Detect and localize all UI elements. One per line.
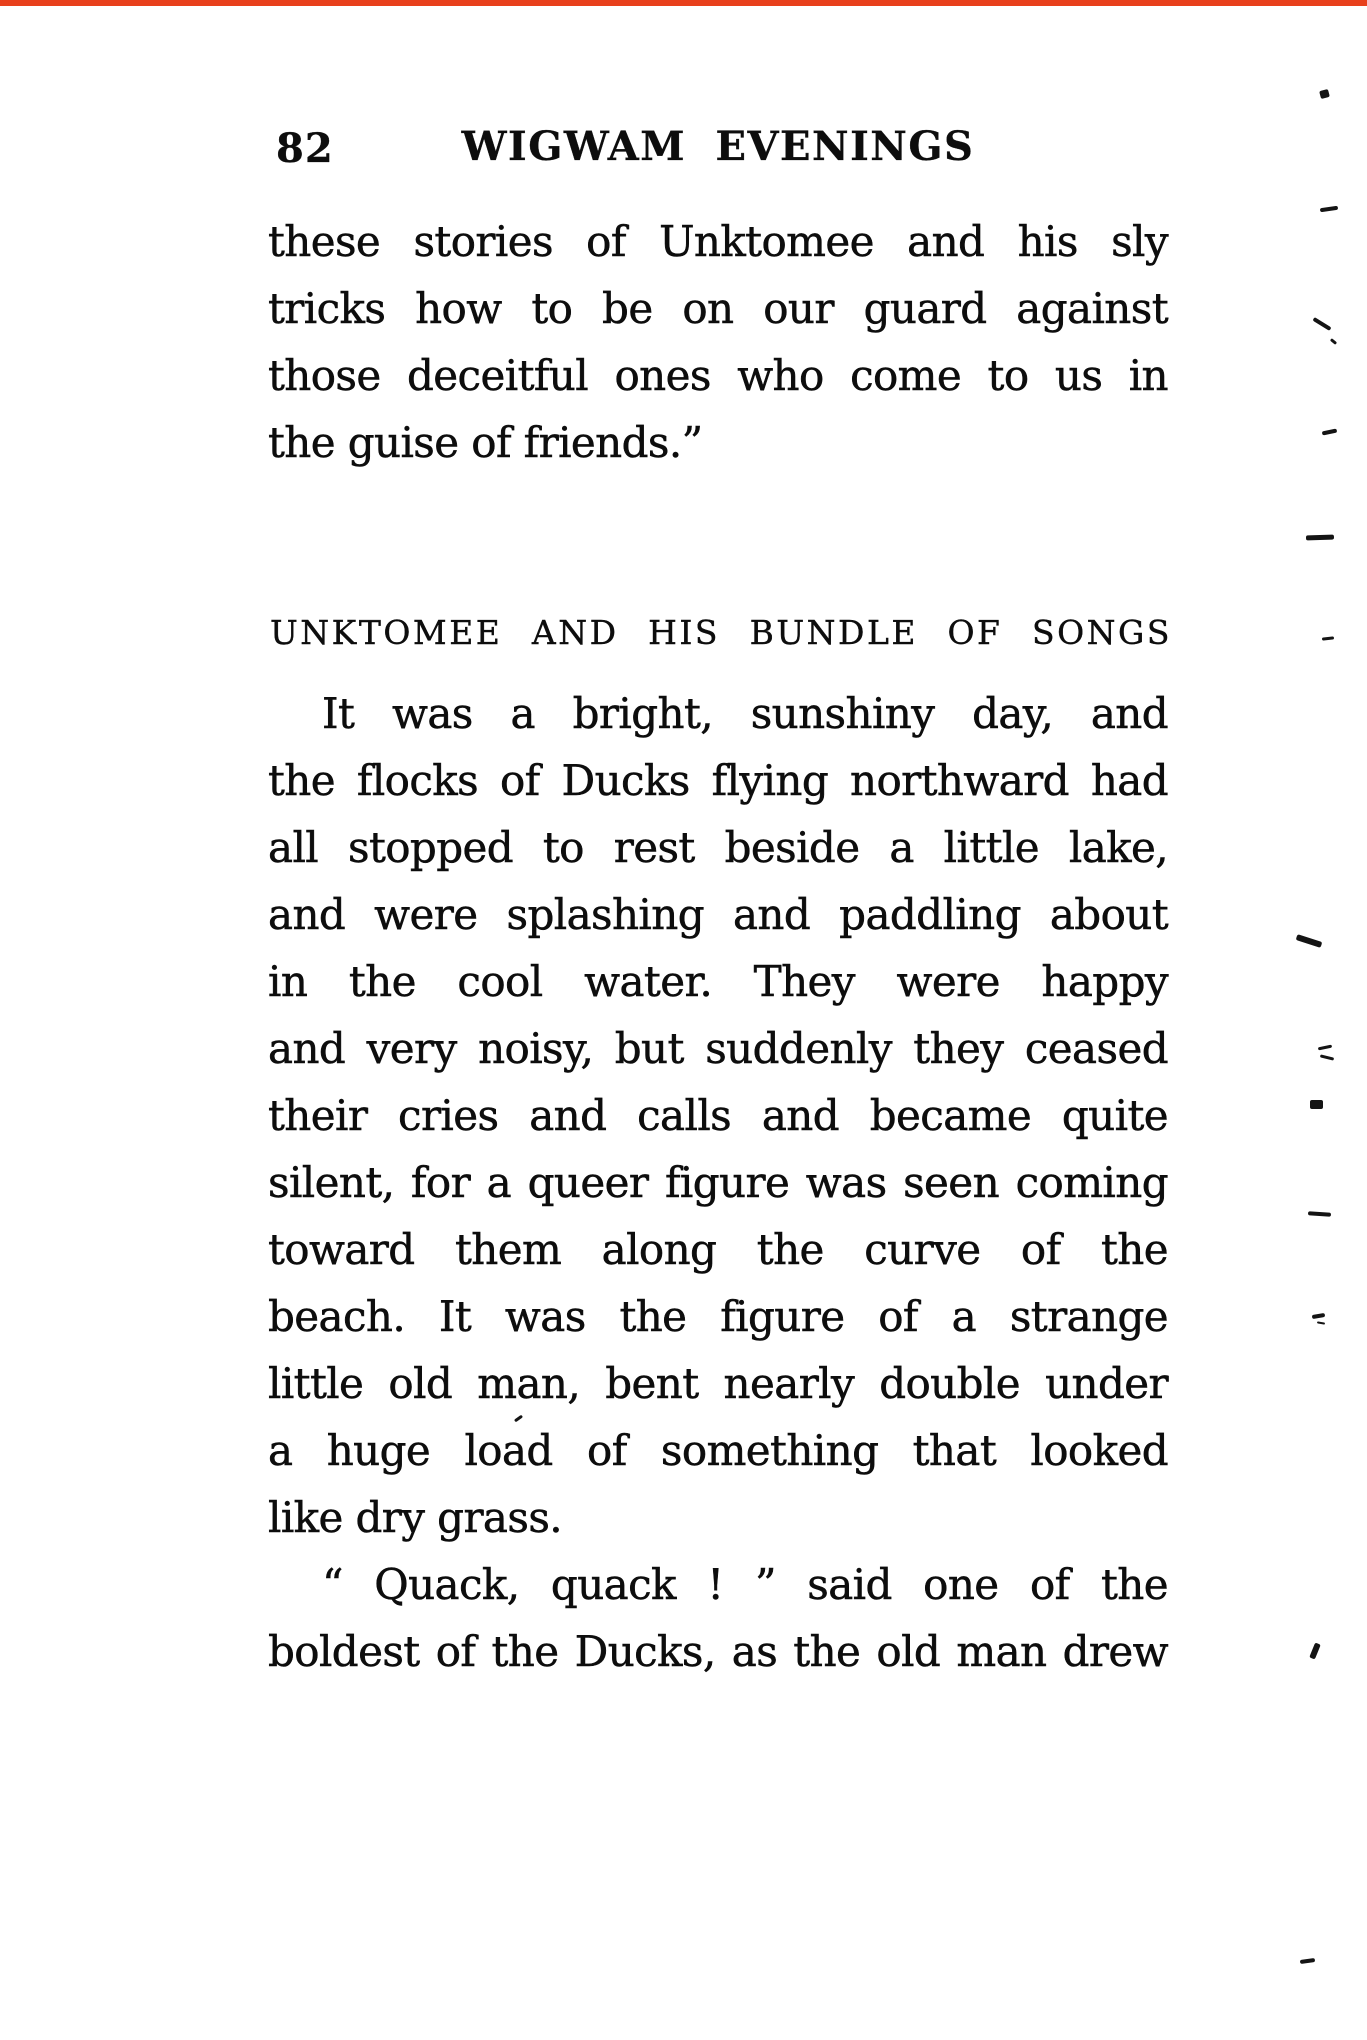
scan-artifact [1306, 535, 1334, 541]
running-title: WIGWAM EVENINGS [461, 123, 975, 170]
scan-artifact [1330, 338, 1337, 345]
text-line: a huge load of something that looked [268, 1426, 1168, 1475]
scan-artifact [1312, 1313, 1325, 1319]
scan-artifact [1320, 1054, 1334, 1060]
section-heading: UNKTOMEE AND HIS BUNDLE OF SONGS [270, 613, 1172, 652]
text-line: toward them along the curve of the [268, 1225, 1168, 1274]
scan-artifact [1322, 428, 1338, 435]
scan-artifact [1312, 317, 1331, 331]
text-line: silent, for a queer figure was seen coming [268, 1158, 1168, 1207]
text-line: their cries and calls and became quite [268, 1091, 1168, 1140]
scan-artifact [1318, 1045, 1332, 1051]
text-line: these stories of Unktomee and his sly [268, 217, 1168, 266]
scan-artifact [1296, 934, 1323, 948]
scan-artifact [1310, 1100, 1323, 1109]
text-line: and were splashing and paddling about [268, 890, 1168, 939]
running-head [268, 125, 1168, 173]
text-line: tricks how to be on our guard against [268, 284, 1168, 333]
scan-artifact [1317, 1321, 1325, 1324]
scan-artifact [1320, 206, 1338, 212]
scan-artifact [1322, 636, 1334, 640]
text-line: boldest of the Ducks, as the old man drew [268, 1627, 1168, 1676]
text-line: It was a bright, sunshiny day, and [322, 689, 1168, 738]
text-line: little old man, bent nearly double under [268, 1359, 1168, 1408]
scan-artifact [1300, 1958, 1315, 1964]
text-line: like dry grass. [268, 1493, 563, 1542]
text-line: in the cool water. They were happy [268, 957, 1168, 1006]
text-line: those deceitful ones who come to us in [268, 351, 1168, 400]
text-line: “ Quack, quack ! ” said one of the [322, 1560, 1168, 1609]
text-line: and very noisy, but suddenly they ceased [268, 1024, 1168, 1073]
text-line: the guise of friends.” [268, 418, 703, 467]
text-line: beach. It was the figure of a strange [268, 1292, 1168, 1341]
scan-artifact [1308, 1211, 1331, 1217]
paragraph-story-body [268, 680, 1168, 1685]
text-line: all stopped to rest beside a little lake, [268, 823, 1168, 872]
paragraph-story-ending [268, 208, 1168, 476]
scan-artifact [1319, 89, 1330, 99]
page-number: 82 [276, 125, 334, 172]
text-line: the flocks of Ducks flying northward had [268, 756, 1168, 805]
scan-artifact [1309, 1642, 1321, 1659]
